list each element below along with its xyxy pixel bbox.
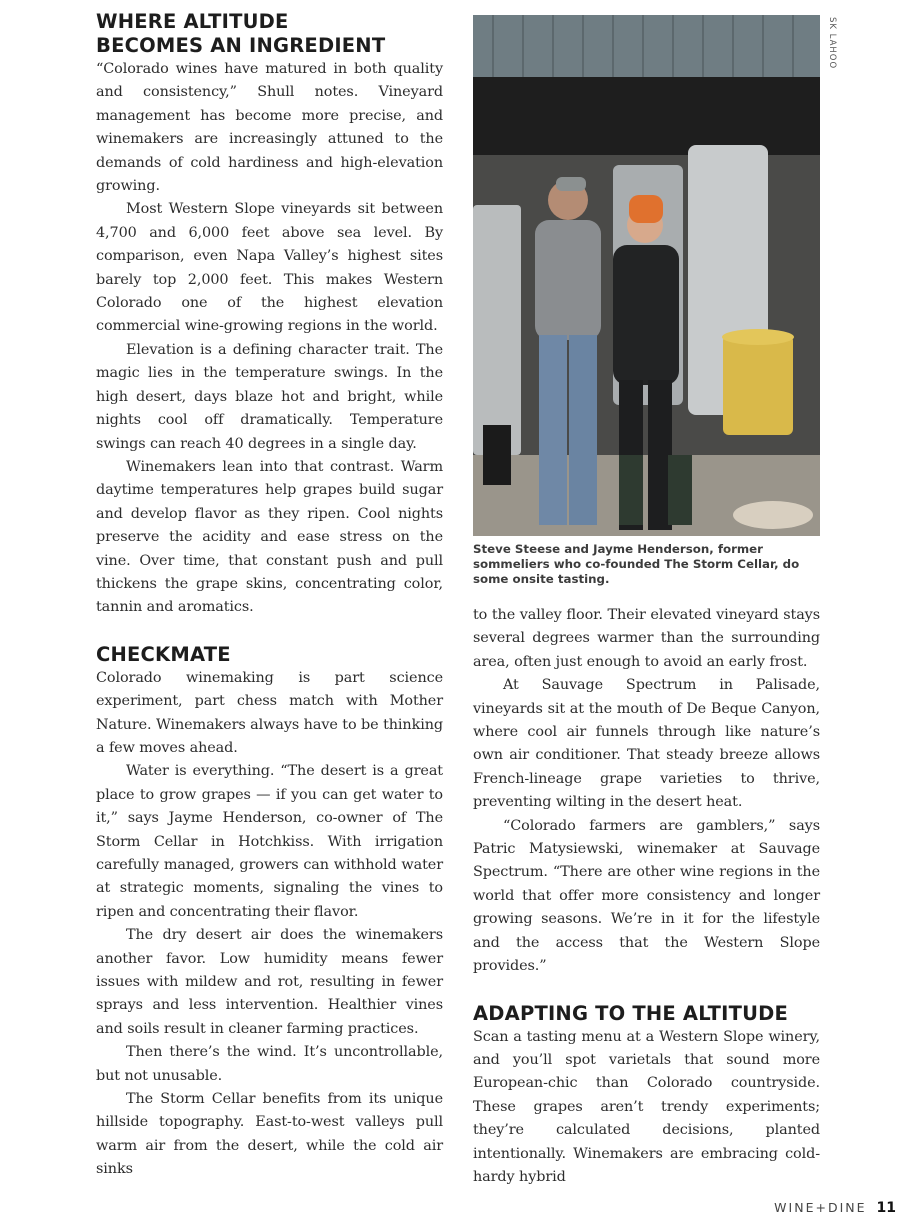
paragraph: At Sauvage Spectrum in Palisade, vineyards sit at the mouth of De Beque Canyon, where cool air funnels through like nature’s own air conditioner. That steady breeze allows French-lineage grape varieties to thrive, preventing wilting in the desert heat. [473,677,820,811]
paragraph: Elevation is a defining character trait. The magic lies in the temperature swings. In the high desert, days blaze hot and bright, while nights cool off dramatically. Temperature swings can reach 40 degrees in a single day. [96,341,443,452]
winery-photo [473,15,820,536]
photo-block [473,15,820,587]
paragraph: The dry desert air does the winemakers another favor. Low humidity means fewer issues with mildew and rot, resulting in fewer sprays and less intervention. Healthier vines and soils result in cleaner farming practices. [96,927,443,1037]
paragraph: Scan a tasting menu at a Western Slope winery, and you’ll spot varietals that sound more European-chic than Colorado countryside. These grapes aren’t trendy experiments; they’re calculated decisions, planted intentionally. Winemakers are embracing cold-hardy hybrid [473,1028,820,1185]
heading-altitude: WHERE ALTITUDE BECOMES AN INGREDIENT [96,10,386,57]
paragraph: The Storm Cellar benefits from its unique hillside topography. East-to-west valleys pull warm air from the desert, while the cold air sinks [96,1091,443,1178]
paragraph: Colorado winemaking is part science experiment, part chess match with Mother Nature. Winemakers always have to be thinking a few moves ahead. [96,669,443,756]
heading-checkmate: CHECKMATE [96,642,231,666]
paragraph: Water is everything. “The desert is a great place to grow grapes — if you can get water to it,” says Jayme Henderson, co-owner of The Storm Cellar in Hotchkiss. With irrigation carefully managed, growers can withhold water at strategic moments, signaling the vines to ripen and concentrating their flavor. [96,763,443,920]
publication-name: WINE+DINE [774,1200,867,1215]
paragraph: Then there’s the wind. It’s uncontrollable, but not unusable. [96,1044,443,1084]
photo-credit: SK LAHOO [827,17,837,70]
heading-adapting: ADAPTING TO THE ALTITUDE [473,1001,789,1025]
paragraph: Most Western Slope vineyards sit between 4,700 and 6,000 feet above sea level. By comparison, even Napa Valley’s highest sites barely top 2,000 feet. This makes Western Colorado one of the highest elevation commercial wine-growing regions in the world. [96,201,443,335]
paragraph: “Colorado wines have matured in both quality and consistency,” Shull notes. Vineyard management has become more precise, and winemakers are increasingly attuned to the demands of cold hardiness and high-elevation growing. [96,61,443,195]
left-column [96,10,443,1182]
photo-caption: Steve Steese and Jayme Henderson, former sommeliers who co-founded The Storm Cellar, do some onsite tasting. [473,542,800,586]
page-footer [774,1200,896,1216]
photo-illustration [473,15,820,536]
paragraph: Winemakers lean into that contrast. Warm daytime temperatures help grapes build sugar and develop flavor as they ripen. Cool nights preserve the acidity and ease stress on the vine. Over time, that constant push and pull thickens the grape skins, concentrating color, tannin and aromatics. [96,458,443,616]
paragraph: to the valley floor. Their elevated vineyard stays several degrees warmer than the surrounding area, often just enough to avoid an early frost. [473,607,820,670]
page-number: 11 [876,1200,896,1216]
paragraph: “Colorado farmers are gamblers,” says Patric Matysiewski, winemaker at Sauvage Spectrum. “There are other wine regions in the world that offer more consistency and longer growing seasons. We’re in it for the lifestyle and the access that the Western Slope provides.” [473,817,820,975]
right-column [473,604,820,1189]
